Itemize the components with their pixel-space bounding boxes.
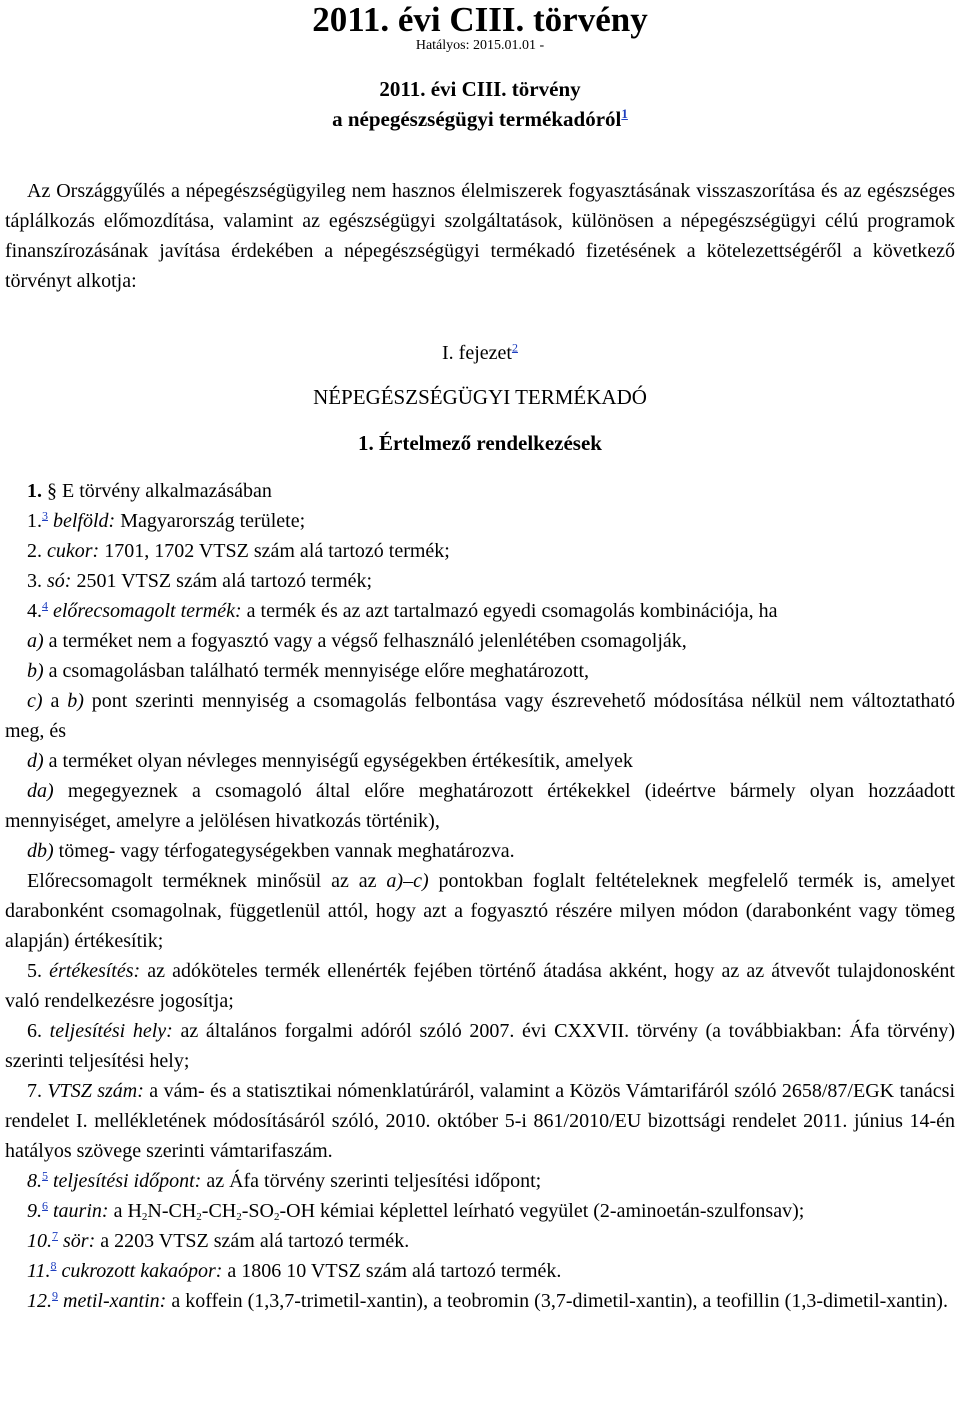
- definition-10: [5, 1226, 955, 1256]
- term: cukrozott kakaópor:: [61, 1260, 223, 1282]
- footnote-link-9[interactable]: 9: [52, 1288, 58, 1303]
- subpoint-text: a terméket nem a fogyasztó vagy a végső felhasználó jelenlétében csomagolják,: [43, 630, 687, 652]
- definition-text: a 2203 VTSZ szám alá tartozó termék.: [95, 1230, 410, 1252]
- formula-subscript: 2: [273, 1211, 280, 1223]
- definition-text: a 1806 10 VTSZ szám alá tartozó termék.: [222, 1260, 562, 1282]
- term: cukor:: [47, 540, 100, 562]
- item-number: 12.: [27, 1290, 52, 1312]
- footnote-link-8[interactable]: 8: [50, 1258, 57, 1273]
- subpoint-a: [5, 626, 955, 656]
- subpoint-label: b): [27, 660, 44, 682]
- item-number: 8.: [27, 1170, 42, 1192]
- definition-9: [5, 1196, 955, 1226]
- item-number: 10.: [27, 1230, 52, 1252]
- definition-2: [5, 536, 955, 566]
- definition-12: [5, 1286, 955, 1316]
- definition-text: -OH kémiai képlettel leírható vegyület (2-aminoetán-szulfonsav);: [279, 1200, 805, 1222]
- footnote-link-4[interactable]: 4: [42, 598, 48, 613]
- subpoint-db: [5, 836, 955, 866]
- paragraph-intro: E törvény alkalmazásában: [62, 480, 272, 502]
- paragraph-number: 1.: [27, 480, 42, 502]
- term: előrecsomagolt termék:: [53, 600, 242, 622]
- definition-text: a koffein (1,3,7-trimetil-xantin), a teobromin (3,7-dimetil-xantin), a teofillin (1,3-dimetil-xantin).: [166, 1290, 948, 1312]
- chapter-label: I. fejezet: [442, 342, 512, 364]
- term: VTSZ szám:: [47, 1080, 144, 1102]
- definition-text: a vám- és a statisztikai nómenklatúráról, valamint a Közös Vámtarifáról szóló 2658/87/EGK tanácsi rendelet I. mellékletének módosításáról szóló, 2010. október 5-i 861/2010/EU bizottsági rendelet 2011. június 14-én hatályos szövege szerinti vámtarifaszám.: [5, 1080, 955, 1162]
- item-number: 4.: [27, 600, 42, 622]
- definition-text: 1701, 1702 VTSZ szám alá tartozó termék;: [99, 540, 450, 562]
- subpoint-c: [5, 686, 955, 746]
- definition-1: [5, 506, 955, 536]
- definition-7: [5, 1076, 955, 1166]
- definition-text: Magyarország területe;: [115, 510, 306, 532]
- item-number: 6.: [27, 1020, 42, 1042]
- item-number: 2.: [27, 540, 42, 562]
- term: teljesítési hely:: [49, 1020, 173, 1042]
- subpoint-b: [5, 656, 955, 686]
- definition-text: az adóköteles termék ellenérték fejében történő átadása akként, hogy az az átvevőt tulajdonosként való rendelkezésre jogosítja;: [5, 960, 955, 1012]
- item-number: 7.: [27, 1080, 42, 1102]
- chapter-label-row: [0, 338, 960, 368]
- item-number: 1.: [27, 510, 42, 532]
- term: taurin:: [53, 1200, 109, 1222]
- note-text: Előrecsomagolt terméknek minősül az az: [27, 870, 387, 892]
- subpoint-text: a csomagolásban található termék mennyisége előre meghatározott,: [43, 660, 590, 682]
- preamble: Az Országgyűlés a népegészségügyileg nem hasznos élelmiszerek fogyasztásának visszaszorítása és az egészséges táplálkozás előmozdítása, valamint az egészségügyi szolgáltatások, különösen a népegészségügyi célú programok finanszírozásának javítása érdekében a népegészségügyi termékadó fizetésének a kötelezettségéről a következő törvényt alkotja:: [5, 180, 955, 292]
- chapter-heading: [0, 338, 960, 368]
- definition-text: a termék és az azt tartalmazó egyedi csomagolás kombinációja, ha: [241, 600, 778, 622]
- definition-text: az Áfa törvény szerinti teljesítési időpont;: [201, 1170, 542, 1192]
- subpoint-label: da): [27, 780, 54, 802]
- item-number: 3.: [27, 570, 42, 592]
- point-reference: b): [67, 690, 84, 712]
- term: értékesítés:: [49, 960, 141, 982]
- formula-subscript: 2: [141, 1211, 148, 1223]
- term: teljesítési időpont:: [53, 1170, 202, 1192]
- footnote-link-2[interactable]: 2: [511, 340, 518, 355]
- footnote-link-6[interactable]: 6: [42, 1198, 48, 1213]
- definition-11: [5, 1256, 955, 1286]
- item-number: 9.: [27, 1200, 42, 1222]
- paragraph-sign: §: [47, 480, 57, 502]
- paragraph-1: [27, 476, 960, 506]
- subpoint-text: tömeg- vagy térfogategységekben vannak meghatározva.: [53, 840, 515, 862]
- prepackaged-note: [5, 866, 955, 956]
- effective-date: Hatályos: 2015.01.01 -: [415, 38, 545, 53]
- point-reference: a)–c): [386, 870, 429, 892]
- subpoint-text: pont szerinti mennyiség a csomagolás felbontása vagy észrevehető módosítása nélkül nem változtatható meg, és: [5, 690, 955, 742]
- term: metil-xantin:: [63, 1290, 167, 1312]
- formula-part: -SO: [241, 1200, 274, 1222]
- formula-subscript: 2: [196, 1211, 202, 1223]
- law-heading: [0, 74, 960, 134]
- subpoint-label: a): [27, 630, 44, 652]
- document-header: [0, 0, 960, 54]
- term: só:: [47, 570, 72, 592]
- definition-8: [5, 1166, 955, 1196]
- formula-subscript: 2: [236, 1211, 242, 1223]
- definition-text: 2501 VTSZ szám alá tartozó termék;: [71, 570, 373, 592]
- definitions-list: [5, 506, 955, 1316]
- subpoint-label: db): [27, 840, 54, 862]
- term: sör:: [63, 1230, 96, 1252]
- formula-part: a H: [108, 1200, 142, 1222]
- footnote-link-7[interactable]: 7: [52, 1228, 58, 1243]
- subpoint-label: c): [27, 690, 43, 712]
- formula-part: N-CH: [147, 1200, 197, 1222]
- term: belföld:: [53, 510, 116, 532]
- definition-4: [5, 596, 955, 626]
- footnote-link-3[interactable]: 3: [42, 508, 48, 523]
- law-title: 2011. évi CIII. törvény: [312, 0, 648, 39]
- subpoint-d: [5, 746, 955, 776]
- subpoint-text: a: [42, 690, 68, 712]
- subpoint-text: megegyeznek a csomagoló által előre meghatározott értékekkel (ideértve bármely olyan hozzáadott mennyiséget, amelyre a jelölésen hivatkozás történik),: [5, 780, 955, 832]
- subpoint-da: [5, 776, 955, 836]
- section-title: 1. Értelmező rendelkezések: [358, 431, 602, 455]
- subpoint-text: a terméket olyan névleges mennyiségű egységekben értékesítik, amelyek: [43, 750, 633, 772]
- definition-text: az általános forgalmi adóról szóló 2007. évi CXXVII. törvény (a továbbiakban: Áfa törvény) szerinti teljesítési hely;: [5, 1020, 956, 1072]
- law-title-repeat: 2011. évi CIII. törvény: [379, 77, 581, 101]
- footnote-link-5[interactable]: 5: [42, 1168, 48, 1183]
- definition-5: [5, 956, 955, 1016]
- definition-3: [5, 566, 955, 596]
- definition-6: [5, 1016, 955, 1076]
- chapter-name: NÉPEGÉSZSÉGÜGYI TERMÉKADÓ: [313, 385, 647, 409]
- law-subtitle-text: a népegészségügyi termékadóról: [332, 107, 622, 131]
- subpoint-label: d): [27, 750, 44, 772]
- law-subtitle: [0, 104, 960, 134]
- item-number: 11.: [27, 1260, 51, 1282]
- note-text: pontokban foglalt feltételeknek megfelelő termék is, amelyet darabonként csomagolnak, függetlenül attól, hogy azt a fogyasztó részére milyen módon (darabonként vagy tömeg alapján) értékesítik;: [5, 870, 956, 952]
- footnote-link-1[interactable]: 1: [621, 106, 628, 121]
- item-number: 5.: [27, 960, 42, 982]
- formula-part: -CH: [201, 1200, 237, 1222]
